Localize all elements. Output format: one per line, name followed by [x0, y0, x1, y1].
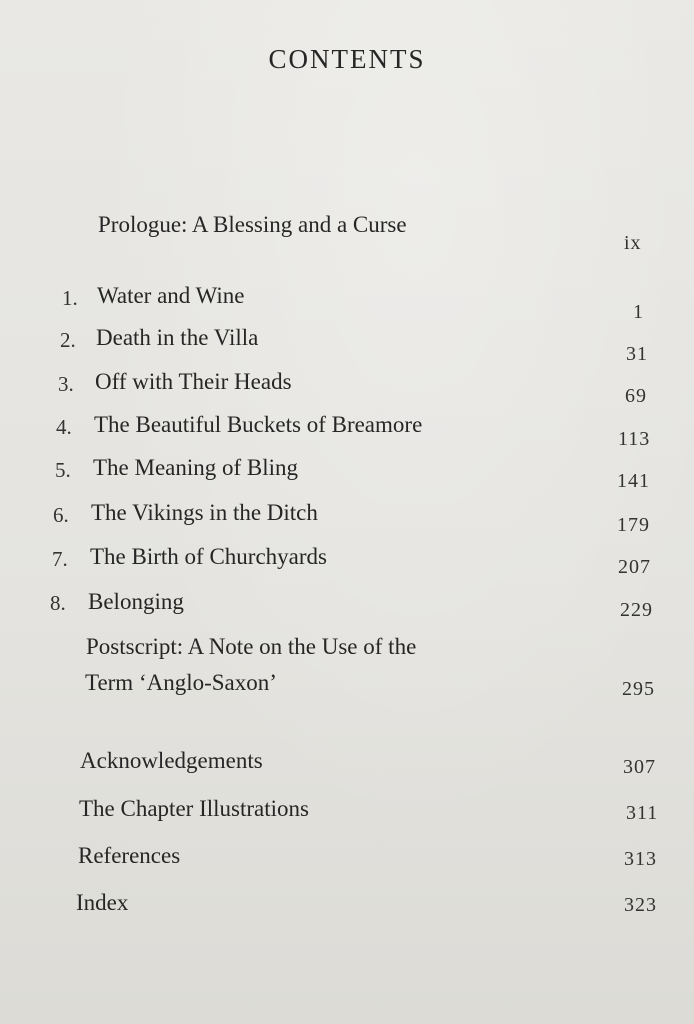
entry-page: 307 [623, 756, 656, 778]
entry-title: Index [76, 890, 129, 915]
entry-title-line-2: Term ‘Anglo-Saxon’ [85, 670, 277, 695]
chapter-number: 6. [53, 503, 69, 527]
entry-title: Acknowledgements [80, 748, 263, 773]
chapter-number: 7. [52, 547, 68, 571]
entry-title: Belonging [88, 589, 184, 614]
toc-entry-chapter-illustrations [0, 796, 694, 836]
chapter-number: 8. [50, 591, 66, 615]
entry-title: The Beautiful Buckets of Breamore [94, 412, 423, 437]
toc-entry-chapter-1 [0, 283, 694, 323]
chapter-number: 3. [58, 372, 74, 396]
chapter-number: 5. [55, 458, 71, 482]
entry-title-line-1: Postscript: A Note on the Use of the [86, 634, 417, 659]
entry-page: 179 [617, 514, 650, 536]
toc-entry-chapter-4 [0, 412, 694, 452]
entry-title: Prologue: A Blessing and a Curse [98, 212, 407, 237]
entry-title: Water and Wine [97, 283, 245, 308]
toc-entry-chapter-8 [0, 589, 694, 629]
entry-page: 295 [622, 678, 655, 700]
toc-entry-acknowledgements [0, 748, 694, 788]
toc-entry-index [0, 890, 694, 930]
entry-title: References [78, 843, 181, 868]
entry-page: 113 [618, 428, 651, 450]
entry-page: 1 [633, 301, 644, 323]
chapter-number: 1. [62, 286, 78, 310]
chapter-number: 4. [56, 415, 72, 439]
entry-page: 69 [625, 385, 647, 407]
entry-page: ix [624, 232, 642, 254]
entry-title: The Vikings in the Ditch [91, 500, 318, 525]
toc-entry-chapter-7 [0, 544, 694, 584]
toc-entry-chapter-2 [0, 325, 694, 365]
entry-page: 31 [626, 343, 648, 365]
toc-entry-chapter-3 [0, 369, 694, 409]
toc-entry-postscript [0, 634, 694, 714]
entry-title: The Meaning of Bling [93, 455, 299, 480]
entry-page: 323 [624, 894, 657, 916]
contents-heading: CONTENTS [268, 44, 426, 74]
entry-title: Death in the Villa [96, 325, 259, 350]
entry-page: 313 [624, 848, 657, 870]
entry-page: 207 [618, 556, 651, 578]
entry-title: The Chapter Illustrations [79, 796, 309, 821]
entry-title: The Birth of Churchyards [90, 544, 327, 569]
toc-entry-chapter-5 [0, 455, 694, 495]
chapter-number: 2. [60, 328, 76, 352]
toc-entry-chapter-6 [0, 500, 694, 540]
toc-entry-prologue [0, 212, 694, 252]
entry-page: 229 [620, 599, 653, 621]
entry-page: 141 [617, 470, 650, 492]
entry-title: Off with Their Heads [95, 369, 292, 394]
toc-entry-references [0, 843, 694, 883]
entry-page: 311 [626, 802, 659, 824]
